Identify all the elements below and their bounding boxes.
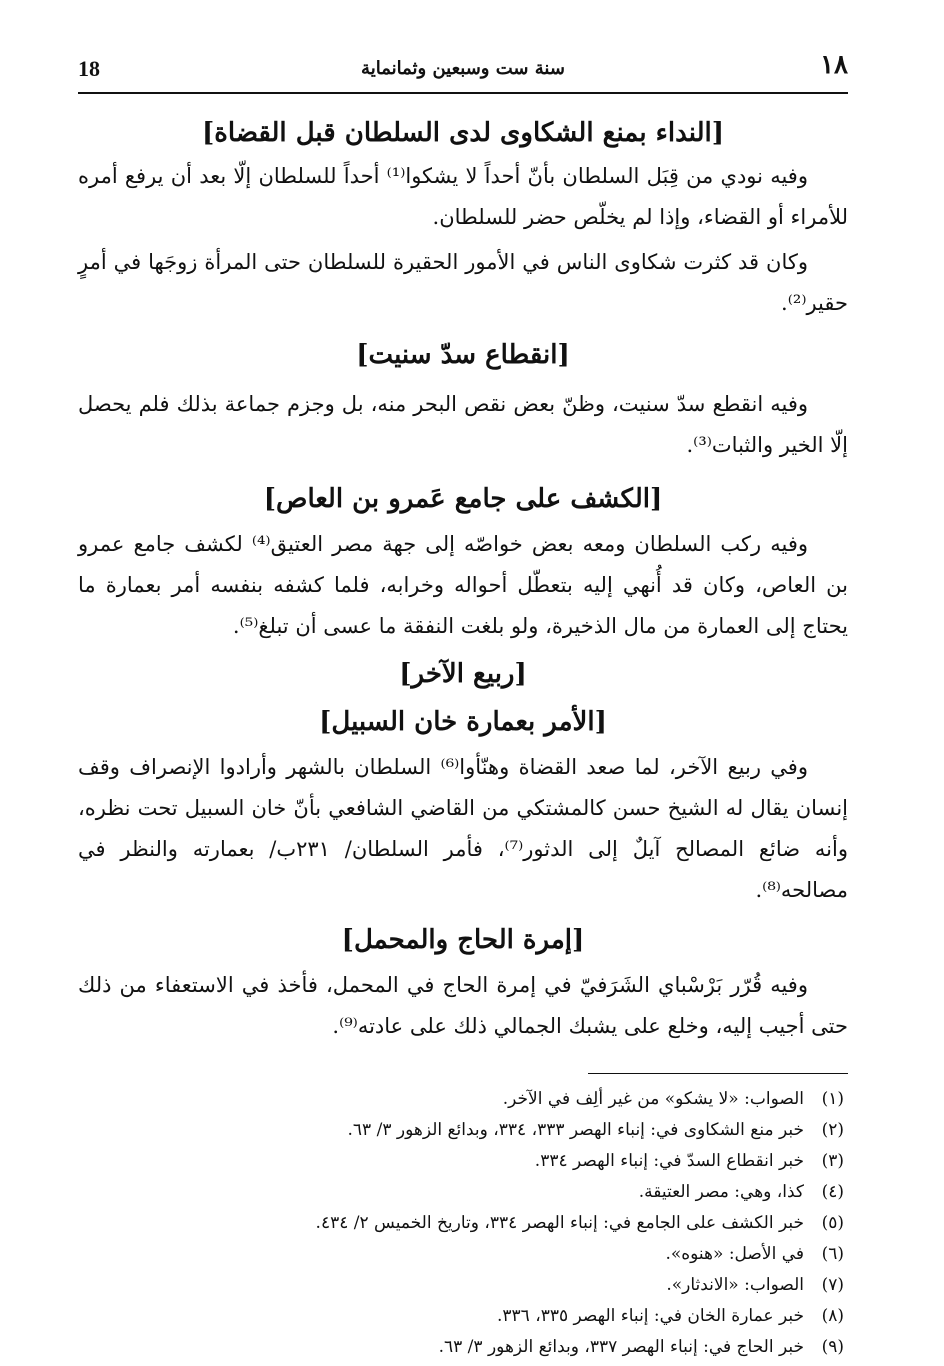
footnote-text: خبر الكشف على الجامع في: إنباء الهصر ٣٣٤، وتاريخ الخميس ٢/ ٤٣٤. bbox=[315, 1213, 804, 1233]
running-title: سنة ست وسبعين وثمانماية bbox=[361, 58, 565, 79]
footnote bbox=[78, 1115, 848, 1146]
footnote-number: (٧) bbox=[821, 1275, 844, 1295]
section-heading: [انقطاع سدّ سنيت] bbox=[356, 340, 570, 370]
footnote bbox=[78, 1301, 848, 1332]
paragraph: وفي ربيع الآخر، لما صعد القضاة وهنّأوا⁽⁶⁾ السلطان بالشهر وأرادوا الإنصراف وقف إنسان يقال له الشيخ حسن كالمشتكي من القاضي الشافعي بأنّ خان السبيل تحت نظره، وأنه ضائع المصالح آيلٌ إلى الدثور⁽⁷⁾، فأمر السلطان/ ٢٣١ب/ بعمارته والنظر في مصالحه⁽⁸⁾. bbox=[78, 755, 849, 902]
footnote bbox=[78, 1332, 848, 1363]
footnote-number: (٢) bbox=[821, 1120, 844, 1140]
footnote-number: (٦) bbox=[821, 1244, 844, 1264]
section-heading: [إمرة الحاج والمحمل] bbox=[341, 925, 585, 955]
footnote bbox=[78, 1239, 848, 1270]
footnote-text: خبر انقطاع السدّ في: إنباء الهصر ٣٣٤. bbox=[534, 1151, 804, 1171]
section-heading: [النداء بمنع الشكاوى لدى السلطان قبل القضاة] bbox=[201, 118, 725, 148]
footnote-text: في الأصل: «هنوه». bbox=[665, 1244, 804, 1264]
page-number-latin: 18 bbox=[78, 56, 100, 81]
book-page bbox=[78, 48, 848, 1363]
footnote-text: خبر عمارة الخان في: إنباء الهصر ٣٣٥، ٣٣٦. bbox=[496, 1306, 804, 1326]
page-number-arabic: ١٨ bbox=[820, 50, 848, 80]
footnote-number: (٩) bbox=[821, 1337, 844, 1357]
running-header bbox=[78, 48, 848, 94]
footnote-text: الصواب: «الاندثار». bbox=[666, 1275, 804, 1295]
paragraph: وكان قد كثرت شكاوى الناس في الأمور الحقيرة للسلطان حتى المرأة زوجَها في أمرٍ حقير⁽²⁾. bbox=[78, 250, 848, 315]
paragraph: وفيه ركب السلطان ومعه بعض خواصّه إلى جهة مصر العتيق⁽⁴⁾ لكشف جامع عمرو بن العاص، وكان قد أُنهي إليه بتعطّل أحواله وخرابه، فلما كشفه بنفسه أمر بعمارة ما يحتاج إلى العمارة من مال الذخيرة، ولو بلغت النفقة ما عسى أن تبلغ⁽⁵⁾. bbox=[78, 532, 848, 638]
footnote-text: كذا، وهي: مصر العتيقة. bbox=[638, 1182, 804, 1202]
section-heading: [الأمر بعمارة خان السبيل] bbox=[319, 707, 607, 737]
footnote-number: (٣) bbox=[821, 1151, 844, 1171]
footnote-text: الصواب: «لا يشكو» من غير ألِف في الآخر. bbox=[502, 1089, 804, 1109]
paragraph: وفيه قُرّر بَرْسْباي الشَرَفيّ في إمرة الحاج في المحمل، فأخذ في الاستعفاء من ذلك حتى أجيب إليه، وخلع على يشبك الجمالي ذلك على عادته⁽⁹⁾. bbox=[78, 973, 848, 1038]
footnote-text: خبر الحاج في: إنباء الهصر ٣٣٧، وبدائع الزهور ٣/ ٦٣. bbox=[438, 1337, 804, 1357]
footnote bbox=[78, 1208, 848, 1239]
footnote-number: (١) bbox=[821, 1089, 844, 1109]
footnote-text: خبر منع الشكاوى في: إنباء الهصر ٣٣٣، ٣٣٤، وبدائع الزهور ٣/ ٦٣. bbox=[347, 1120, 804, 1140]
footnote bbox=[78, 1270, 848, 1301]
month-heading: [ربيع الآخر] bbox=[399, 659, 527, 689]
paragraph: وفيه انقطع سدّ سنيت، وظنّ بعض نقص البحر منه، بل وجزم جماعة بذلك فلم يحصل إلّا الخير والثبات⁽³⁾. bbox=[78, 392, 848, 457]
paragraph: وفيه نودي من قِبَل السلطان بأنّ أحداً لا يشكوا⁽¹⁾ أحداً للسلطان إلّا بعد أن يرفع أمره للأمراء أو القضاء، وإذا لم يخلّص حضر للسلطان. bbox=[78, 164, 848, 229]
footnote bbox=[78, 1177, 848, 1208]
footnote-number: (٥) bbox=[821, 1213, 844, 1233]
footnote bbox=[78, 1084, 848, 1115]
footnotes bbox=[78, 1084, 848, 1363]
footnote-number: (٤) bbox=[821, 1182, 844, 1202]
footnote bbox=[78, 1146, 848, 1177]
section-heading: [الكشف على جامع عَمرو بن العاص] bbox=[263, 484, 663, 514]
footnote-number: (٨) bbox=[821, 1306, 844, 1326]
